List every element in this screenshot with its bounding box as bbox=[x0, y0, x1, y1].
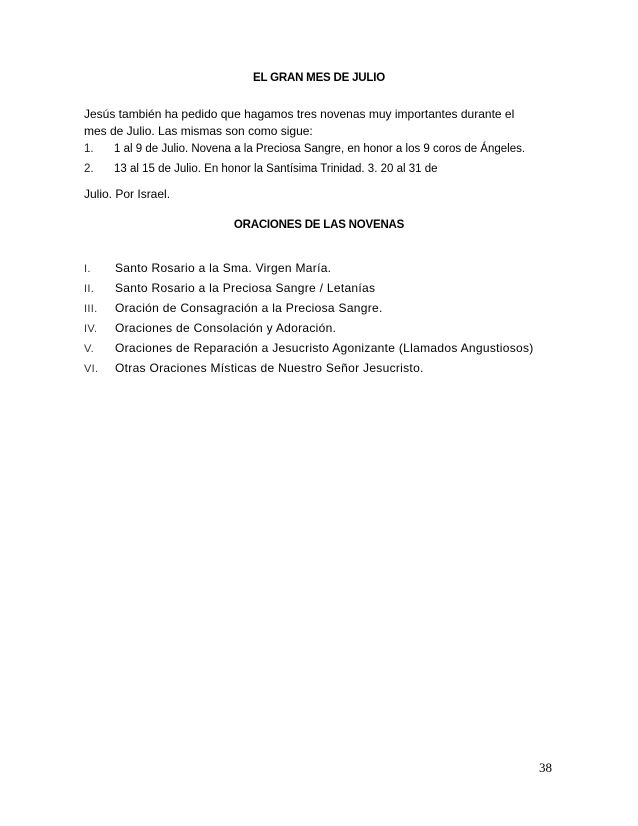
prayer-number: II. bbox=[84, 283, 95, 295]
prayer-text: Santo Rosario a la Preciosa Sangre / Letanías bbox=[115, 281, 376, 295]
prayer-number: V. bbox=[84, 343, 94, 355]
item-number: 1. bbox=[84, 143, 94, 155]
intro-paragraph bbox=[84, 106, 514, 140]
prayer-item bbox=[84, 361, 424, 375]
prayer-text: Santo Rosario a la Sma. Virgen María. bbox=[115, 261, 332, 275]
prayer-number: I. bbox=[84, 263, 91, 275]
page-number: 38 bbox=[539, 760, 552, 775]
intro-line-1: Jesús también ha pedido que hagamos tres novenas muy importantes durante el bbox=[84, 107, 515, 121]
numbered-item bbox=[84, 163, 438, 175]
prayer-number: III. bbox=[84, 303, 98, 315]
item-text: 1 al 9 de Julio. Novena a la Preciosa Sangre, en honor a los 9 coros de Ángeles. bbox=[114, 143, 526, 155]
item-text: 13 al 15 de Julio. En honor la Santísima Trinidad. 3. 20 al 31 de bbox=[114, 163, 438, 175]
section-title: ORACIONES DE LAS NOVENAS bbox=[233, 219, 405, 231]
prayer-text: Oración de Consagración a la Preciosa Sangre. bbox=[115, 301, 383, 315]
page-title: EL GRAN MES DE JULIO bbox=[253, 72, 385, 84]
prayer-item bbox=[84, 301, 383, 315]
prayer-item bbox=[84, 261, 331, 275]
numbered-item bbox=[84, 143, 525, 155]
prayer-text: Oraciones de Reparación a Jesucristo Agonizante (Llamados Angustiosos) bbox=[115, 341, 534, 355]
prayer-text: Oraciones de Consolación y Adoración. bbox=[115, 321, 337, 335]
prayer-item bbox=[84, 321, 336, 335]
prayer-number: IV. bbox=[84, 323, 98, 335]
continuation-line: Julio. Por Israel. bbox=[84, 187, 171, 201]
prayer-item bbox=[84, 341, 534, 355]
prayer-text: Otras Oraciones Místicas de Nuestro Señor Jesucristo. bbox=[115, 361, 424, 375]
prayer-item bbox=[84, 281, 375, 295]
prayer-number: VI. bbox=[84, 363, 99, 375]
item-number: 2. bbox=[84, 163, 94, 175]
intro-line-2: mes de Julio. Las mismas son como sigue: bbox=[84, 124, 313, 138]
